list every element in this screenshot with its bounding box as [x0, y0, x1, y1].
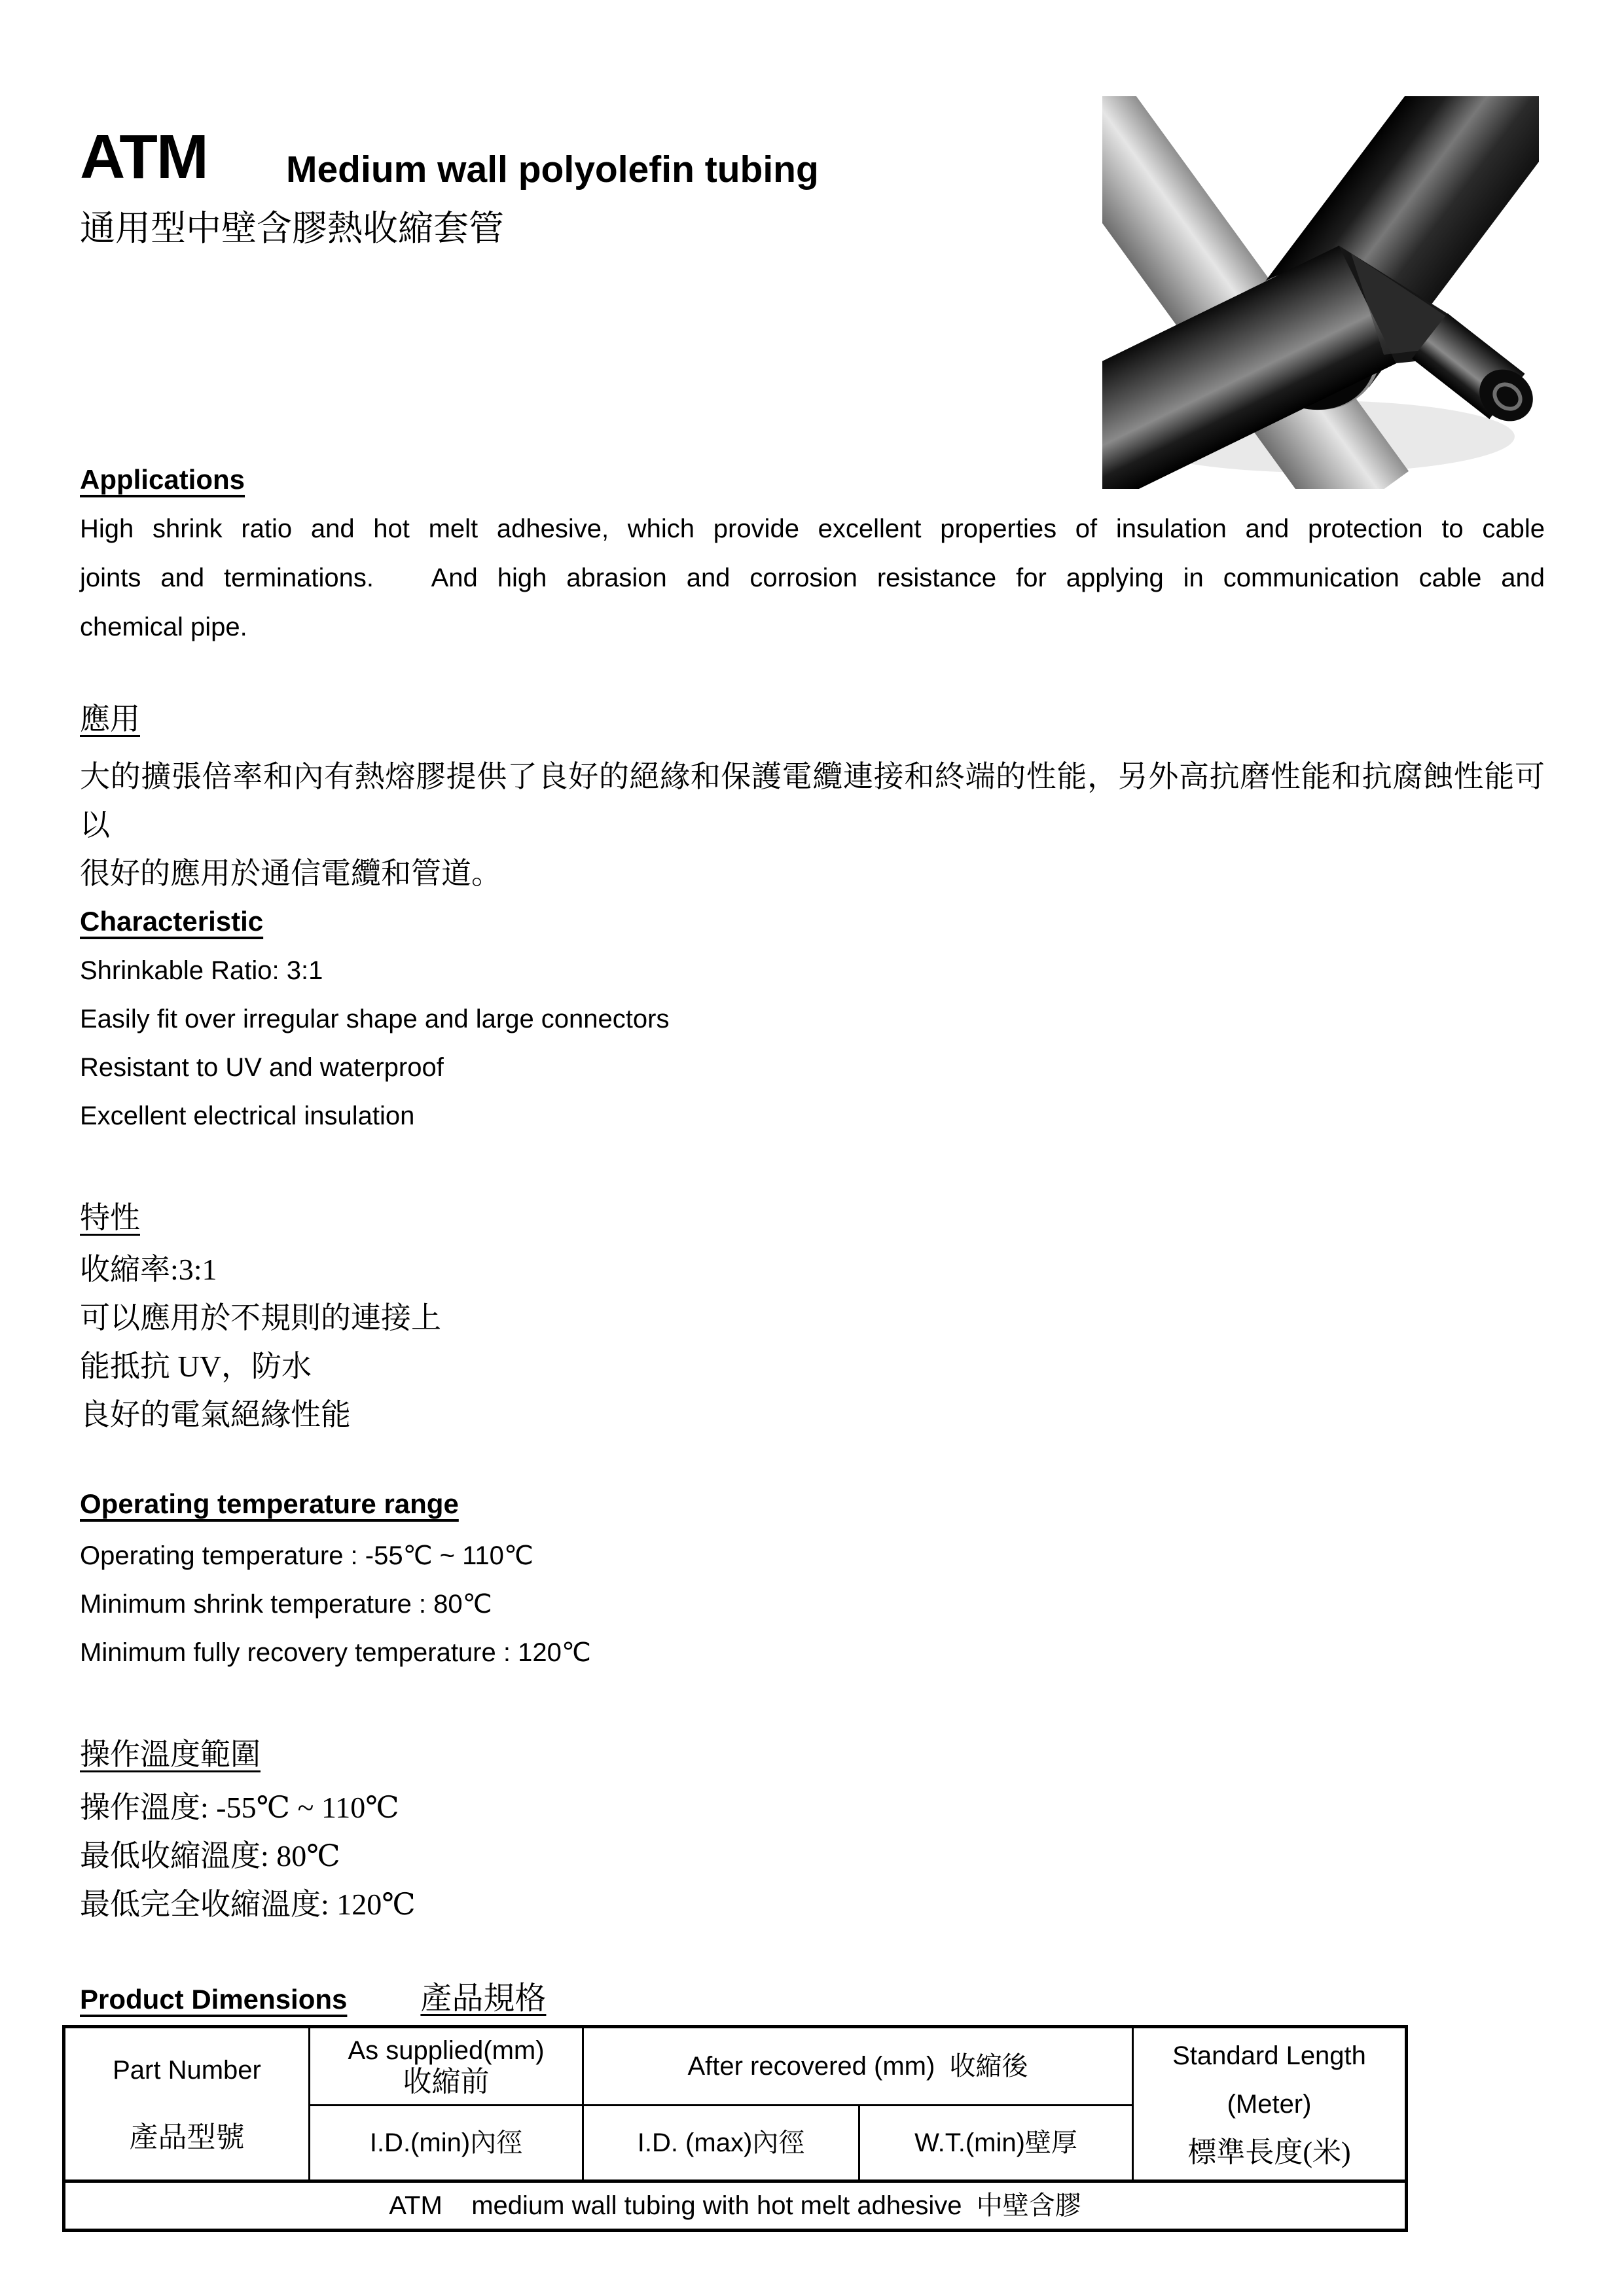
text-line: 大的擴張倍率和內有熱熔膠提供了良好的絕緣和保護電纜連接和終端的性能，另外高抗磨性能和抗腐蝕性能可以 [80, 760, 1545, 842]
text-line: 最低完全收縮溫度: 120℃ [80, 1888, 416, 1921]
dimensions-heading-en: Product Dimensions [80, 1984, 348, 2015]
operating-list [80, 1532, 1545, 1677]
text-line: 能抵抗 UV，防水 [80, 1350, 312, 1383]
applications-zh-paragraph [80, 753, 1545, 898]
characteristic-heading: Characteristic [80, 906, 264, 937]
characteristic-zh-list [80, 1246, 1545, 1439]
text-line: 最低收縮溫度: 80℃ [80, 1839, 340, 1873]
applications-heading: Applications [80, 464, 245, 495]
dimensions-heading [80, 1983, 546, 2015]
table-cell-part-number [64, 2027, 310, 2181]
product-title-en: Medium wall polyolefin tubing [286, 149, 819, 190]
text-line: Easily fit over irregular shape and large connectors [80, 1005, 670, 1033]
text-line: Minimum shrink temperature : 80℃ [80, 1590, 492, 1619]
applications-paragraph [80, 505, 1545, 652]
part-number-label-zh: 產品型號 [129, 2121, 245, 2153]
standard-length-unit: (Meter) [1227, 2089, 1312, 2119]
table-cell-standard-length [1133, 2027, 1407, 2181]
text-line: 良好的電氣絕緣性能 [80, 1398, 351, 1431]
applications-zh-heading: 應用 [80, 702, 140, 736]
product-code-title: ATM [80, 122, 208, 192]
text-line: Minimum fully recovery temperature : 120℃ [80, 1638, 591, 1667]
text-line: Excellent electrical insulation [80, 1102, 415, 1130]
product-photo [1102, 96, 1539, 489]
table-cell-after-recovered: After recovered (mm) 收縮後 [583, 2027, 1133, 2106]
text-line: Operating temperature : -55℃ ~ 110℃ [80, 1541, 533, 1570]
text-line: 可以應用於不規則的連接上 [80, 1301, 441, 1335]
operating-heading: Operating temperature range [80, 1488, 459, 1519]
text-line: Shrinkable Ratio: 3:1 [80, 956, 323, 985]
part-number-label-en: Part Number [113, 2056, 261, 2085]
table-cell-wt-min: W.T.(min)壁厚 [859, 2106, 1133, 2181]
text-line: 很好的應用於通信電纜和管道。 [80, 857, 501, 890]
table-cell-as-supplied [310, 2027, 583, 2106]
table-cell-id-min: I.D.(min)內徑 [310, 2106, 583, 2181]
product-dimensions-table [62, 2025, 1408, 2232]
text-line: High shrink ratio and hot melt adhesive, which provide excellent properties of insulation and protection to cable [80, 514, 1545, 543]
operating-zh-heading: 操作溫度範圍 [80, 1738, 261, 1771]
text-line: 收縮率:3:1 [80, 1253, 217, 1286]
as-supplied-label-en: As supplied(mm) [348, 2036, 545, 2065]
characteristic-zh-heading: 特性 [80, 1201, 140, 1234]
characteristic-list [80, 946, 1545, 1140]
product-title-zh: 通用型中壁含膠熱收縮套管 [80, 209, 504, 248]
table-footer-series-description: ATM medium wall tubing with hot melt adhesive 中壁含膠 [64, 2181, 1407, 2231]
heat-shrink-tubing-image [1102, 96, 1539, 489]
table-cell-id-max: I.D. (max)內徑 [583, 2106, 859, 2181]
text-line: Resistant to UV and waterproof [80, 1053, 444, 1082]
text-line: joints and terminations. And high abrasion and corrosion resistance for applying in communication cable and [80, 564, 1545, 592]
text-line: chemical pipe. [80, 613, 247, 641]
dimensions-heading-zh: 產品規格 [420, 1981, 547, 2016]
as-supplied-label-zh: 收縮前 [403, 2066, 490, 2098]
standard-length-label-en: Standard Length [1172, 2041, 1366, 2070]
standard-length-label-zh: 標準長度(米) [1187, 2136, 1351, 2168]
operating-zh-list [80, 1784, 1545, 1929]
text-line: 操作溫度: -55℃ ~ 110℃ [80, 1791, 399, 1824]
